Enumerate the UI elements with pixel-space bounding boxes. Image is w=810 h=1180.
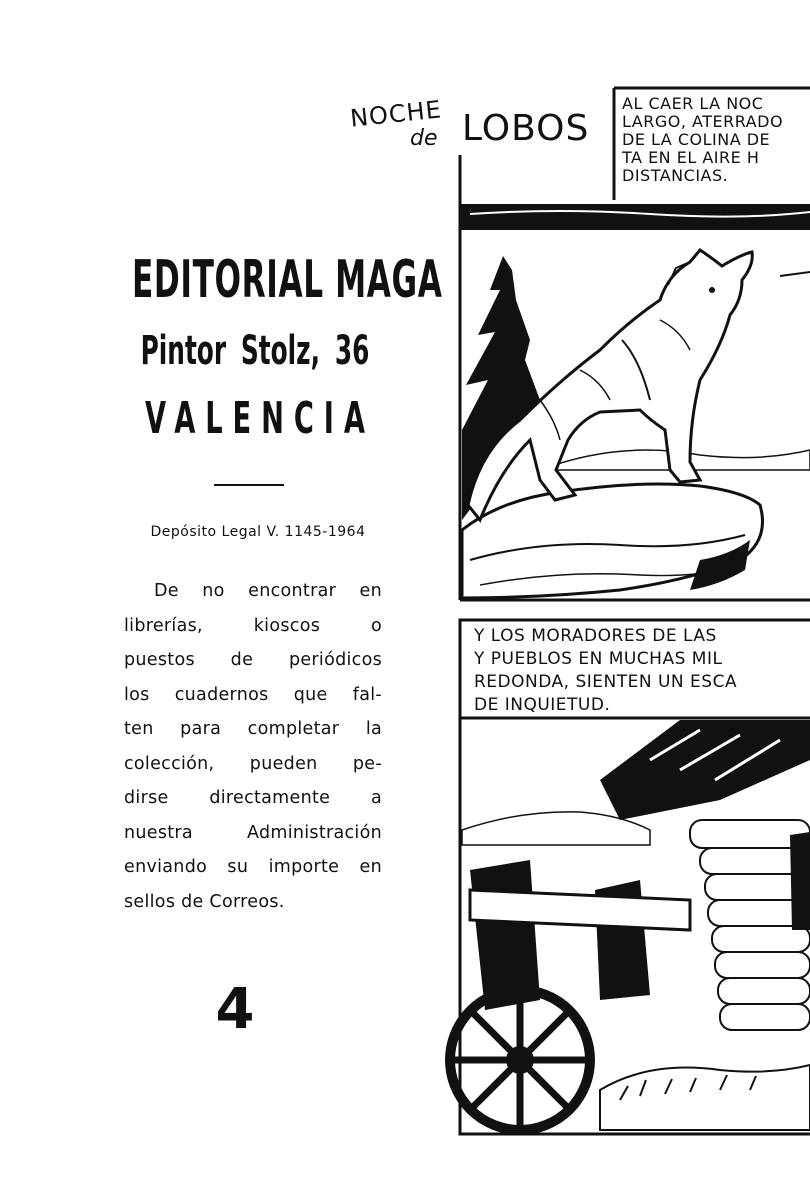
caption-line: DE INQUIETUD. — [474, 695, 611, 715]
notice-line: De no encontrar en — [154, 581, 382, 601]
caption-line: LARGO, ATERRADO — [622, 112, 784, 131]
story-title-lobos: LOBOS — [462, 108, 590, 149]
caption-line: DE LA COLINA DE — [622, 130, 771, 149]
notice-line: nuestra Administración — [124, 822, 382, 843]
story-title-noche: NOCHE — [348, 95, 444, 133]
caption-box-1 — [622, 95, 810, 207]
caption-line: AL CAER LA NOC — [622, 95, 764, 113]
caption-line: REDONDA, SIENTEN UN ESCA — [474, 672, 738, 692]
wolf-illustration — [462, 250, 810, 598]
publisher-address: Pintor Stolz, 36 — [140, 328, 370, 374]
notice-line: colección, pueden pe- — [124, 753, 382, 774]
notice-line: puestos de periódicos — [124, 650, 382, 670]
notice-line: ten para completar la — [124, 719, 382, 739]
notice-line: enviando su importe en — [124, 857, 382, 877]
caption-line: TA EN EL AIRE H — [622, 148, 760, 167]
caption-line: Y PUEBLOS EN MUCHAS MIL — [474, 649, 723, 669]
notice-line: librerías, kioscos o — [124, 615, 382, 636]
caption-line: DISTANCIAS. — [622, 166, 729, 185]
issue-number: 4 — [215, 977, 255, 1042]
story-title-de: de — [410, 126, 438, 151]
legal-deposit: Depósito Legal V. 1145-1964 — [150, 524, 366, 540]
publisher-name: EDITORIAL MAGA — [132, 250, 443, 310]
notice-line: los cuadernos que fal- — [124, 684, 382, 705]
notice-line: dirse directamente a — [124, 788, 382, 808]
publisher-city: VALENCIA — [145, 393, 375, 444]
caption-line: Y LOS MORADORES DE LAS — [474, 626, 717, 646]
cabin-illustration — [450, 720, 810, 1130]
caption-box-2 — [474, 625, 810, 717]
notice-line: sellos de Correos. — [124, 891, 285, 912]
